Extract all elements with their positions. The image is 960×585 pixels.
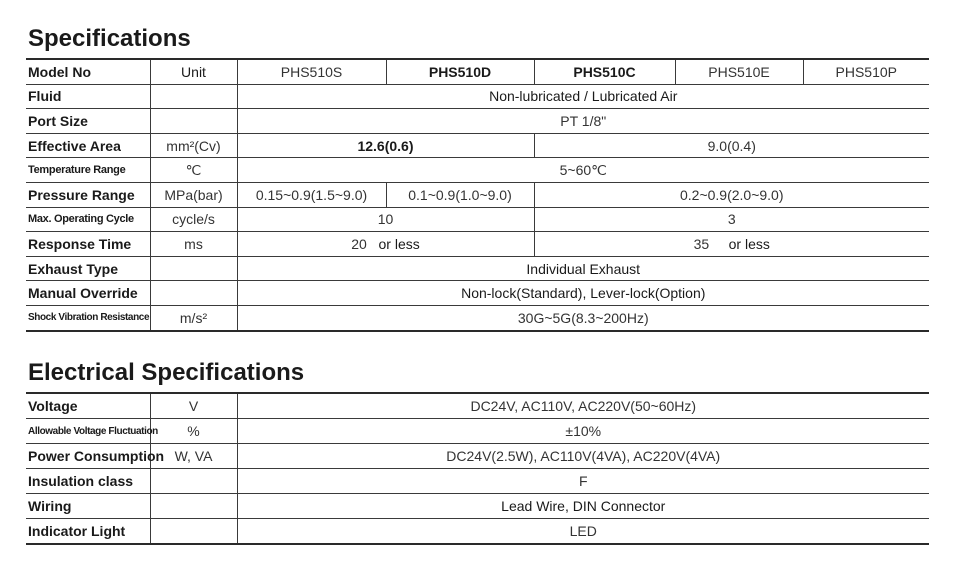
value-pressure-range-d: 0.1~0.9(1.0~9.0) (386, 182, 534, 207)
table-row-insulation-class (26, 469, 929, 494)
electrical-specifications-title: Electrical Specifications (28, 359, 305, 386)
value-shock-vibration: 30G~5G(8.3~200Hz) (237, 305, 929, 330)
value-effective-area-sd: 12.6(0.6) (237, 133, 534, 158)
unit-voltage: V (150, 393, 237, 419)
unit-pressure-range: MPa(bar) (150, 182, 237, 207)
table-row-indicator-light (26, 519, 929, 545)
row-label-model-no: Model No (26, 59, 150, 84)
value-voltage: DC24V, AC110V, AC220V(50~60Hz) (237, 393, 929, 419)
value-voltage-fluctuation: ±10% (237, 419, 929, 444)
table-row-pressure-range (26, 182, 929, 207)
row-label-exhaust-type: Exhaust Type (26, 256, 150, 281)
table-row-wiring (26, 494, 929, 519)
table-row-voltage-fluctuation (26, 419, 929, 444)
row-label-port-size: Port Size (26, 109, 150, 134)
row-label-fluid: Fluid (26, 84, 150, 109)
unit-header: Unit (150, 59, 237, 84)
table-row-fluid (26, 84, 929, 109)
value-fluid: Non-lubricated / Lubricated Air (237, 84, 929, 109)
row-label-power-consumption: Power Consumption (26, 444, 150, 469)
value-response-time-sd (237, 232, 534, 257)
response-time-sd-suffix: or less (378, 235, 420, 252)
model-phs510p: PHS510P (803, 59, 929, 84)
value-wiring: Lead Wire, DIN Connector (237, 494, 929, 519)
table-row-manual-override (26, 281, 929, 306)
unit-power-consumption: W, VA (150, 444, 237, 469)
row-label-voltage-fluctuation: Allowable Voltage Fluctuation (26, 419, 150, 444)
unit-port-size (150, 109, 237, 134)
response-time-cep-number: 35 (693, 235, 710, 252)
unit-shock-vibration: m/s² (150, 305, 237, 330)
unit-voltage-fluctuation: % (150, 419, 237, 444)
specifications-title: Specifications (28, 25, 191, 52)
table-row-exhaust-type (26, 256, 929, 281)
unit-fluid (150, 84, 237, 109)
value-power-consumption: DC24V(2.5W), AC110V(4VA), AC220V(4VA) (237, 444, 929, 469)
model-phs510c: PHS510C (534, 59, 675, 84)
response-time-cep-suffix: or less (728, 235, 770, 252)
table-row-port-size (26, 109, 929, 134)
model-phs510d: PHS510D (386, 59, 534, 84)
value-exhaust-type: Individual Exhaust (237, 256, 929, 281)
row-label-insulation-class: Insulation class (26, 469, 150, 494)
electrical-specifications-table (26, 392, 929, 545)
row-label-pressure-range: Pressure Range (26, 182, 150, 207)
table-row-effective-area (26, 133, 929, 158)
unit-indicator-light (150, 519, 237, 545)
table-row-response-time (26, 232, 929, 257)
value-max-operating-cycle-cep: 3 (534, 207, 929, 232)
table-row-voltage (26, 393, 929, 419)
row-label-wiring: Wiring (26, 494, 150, 519)
unit-manual-override (150, 281, 237, 306)
row-label-effective-area: Effective Area (26, 133, 150, 158)
row-label-max-operating-cycle: Max. Operating Cycle (26, 207, 150, 232)
model-phs510e: PHS510E (675, 59, 803, 84)
value-manual-override: Non-lock(Standard), Lever-lock(Option) (237, 281, 929, 306)
row-label-voltage: Voltage (26, 393, 150, 419)
unit-insulation-class (150, 469, 237, 494)
row-label-manual-override: Manual Override (26, 281, 150, 306)
value-response-time-cep (534, 232, 929, 257)
value-pressure-range-s: 0.15~0.9(1.5~9.0) (237, 182, 386, 207)
row-label-indicator-light: Indicator Light (26, 519, 150, 545)
value-temperature-range: 5~60℃ (237, 158, 929, 183)
value-port-size: PT 1/8" (237, 109, 929, 134)
value-insulation-class: F (237, 469, 929, 494)
unit-effective-area: mm²(Cv) (150, 133, 237, 158)
value-effective-area-cep: 9.0(0.4) (534, 133, 929, 158)
row-label-response-time: Response Time (26, 232, 150, 257)
row-label-temperature-range: Temperature Range (26, 158, 150, 183)
unit-wiring (150, 494, 237, 519)
specifications-table (26, 58, 929, 332)
response-time-sd-number: 20 (351, 235, 367, 252)
table-row-max-operating-cycle (26, 207, 929, 232)
unit-exhaust-type (150, 256, 237, 281)
model-phs510s: PHS510S (237, 59, 386, 84)
row-label-shock-vibration: Shock Vibration Resistance (26, 305, 150, 330)
table-row-power-consumption (26, 444, 929, 469)
value-pressure-range-cep: 0.2~0.9(2.0~9.0) (534, 182, 929, 207)
table-row-model-no (26, 59, 929, 84)
unit-max-operating-cycle: cycle/s (150, 207, 237, 232)
unit-response-time: ms (150, 232, 237, 257)
table-row-shock-vibration (26, 305, 929, 330)
table-row-temperature-range (26, 158, 929, 183)
value-indicator-light: LED (237, 519, 929, 545)
unit-temperature-range: ℃ (150, 158, 237, 183)
value-max-operating-cycle-sd: 10 (237, 207, 534, 232)
